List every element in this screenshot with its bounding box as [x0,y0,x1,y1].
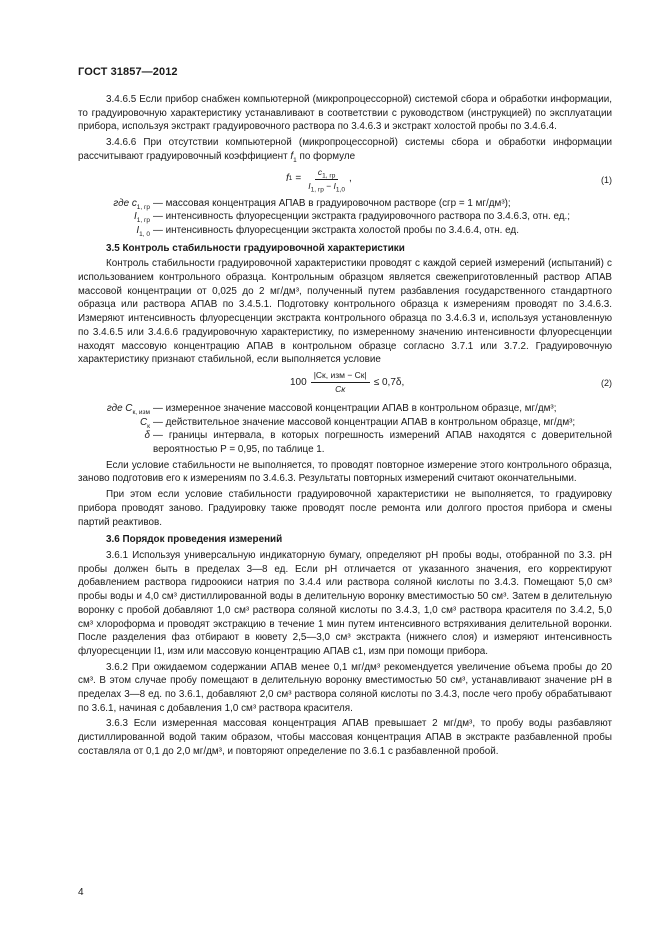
paragraph-3-4-6-6-text: 3.4.6.6 При отсутствии компьютерной (микропроцессорной) системы сбора и обработки информации рассчитывают градуировочный коэффициент [78,137,612,162]
where-1-sym-text: где c [113,197,137,209]
where-1-sym-sub: 1, гр [136,203,150,211]
formula-1-lhs: f [286,173,289,185]
coef-subscript: 1 [293,156,297,164]
formula-2-prefix: 100 [290,376,307,388]
where-1-text: — интенсивность флуоресценции экстракта холостой пробы по 3.4.6.4, отн. ед. [153,224,519,236]
where-1-symbol [78,197,153,211]
where-list-1 [78,197,612,238]
where-2-row [78,429,612,456]
formula-1-den-b: I [333,180,336,191]
formula-1-num-symbol: c [317,166,323,177]
where-1-sym-text: I [134,211,137,223]
paragraph-regrade: При этом если условие стабильности градуировочной характеристики не выполняется, то градуировку прибора проводят заново. Градуировку также проводят после ремонта или долгого простоя прибора и смены партий реактивов. [78,489,612,528]
where-2-sym-text: δ [144,430,150,442]
page-number: 4 [78,887,84,898]
formula-2-rhs: ≤ 0,7δ, [373,376,405,388]
where-1-row [78,224,612,238]
where-2-text: — действительное значение массовой концентрации АПАВ в контрольном образце, мг/дм³; [153,416,576,428]
section-3-5-heading: 3.5 Контроль стабильности градуировочной характеристики [106,242,405,254]
paragraph-3-5: Контроль стабильности градуировочной характеристики проводят с каждой серией измерений (испытаний) с использованием контрольного образца. Контрольным образцом является свежеприготовленный раствор АПАВ массовой концентрации от 0,025 до 2 мг/дм³, полученный путем разбавления государственного стандартного образца или раствора АПАВ по 3.4.5.1. Подготовку контрольного образца к измерениям проводят по 3.4.6.3. Измеряют интенсивность флуоресценции экстракта контрольного образца по 3.4.6.3 и, используя установленную по 3.4.6.5 или 3.4.6.6 градуировочную характеристику, по измеренному значению интенсивности флуоресценции находят массовую концентрацию АПАВ в контрольном образце согласно 3.7.1 или 3.7.2. Градуировочную характеристику признают стабильной, если выполняется условие [78,258,612,366]
where-2-text: — границы интервала, в которых погрешность измерений АПАВ находятся с доверительной вероятностью P = 0,95, по таблице 1. [153,430,612,456]
where-list-2 [78,402,612,457]
formula-2-fraction [311,370,370,395]
formula-1-fraction [308,167,345,192]
paragraph-3-4-6-6 [78,136,612,163]
paragraph-3-4-6-5: 3.4.6.5 Если прибор снабжен компьютерной (микропроцессорной) системой сбора и обработки информации, то градуировочную характеристику устанавливают в соответствии с руководством (инструкцией) по эксплуатации прибора, используя экстракт градуировочного раствора по 3.4.6.3 и экстракт холостой пробы по 3.4.6.4. [78,94,612,133]
formula-1-den-b-sub: 1,0 [335,186,345,194]
formula-1-number: (1) [601,174,612,185]
formula-1-denominator: $I_{1, гр} - I_{1,0}$ [308,180,345,194]
where-1-sym-sub: 1, гр [136,217,150,225]
standard-header: ГОСТ 31857—2012 [78,66,178,78]
where-2-sym-text: C [140,416,148,428]
where-1-sym-sub: 1, 0 [139,230,150,238]
where-1-row [78,197,612,211]
formula-1-den-a: I [308,180,311,191]
formula-2-numerator: |Cк, изм − Cк| [311,370,370,383]
formula-1-comma: , [348,173,352,185]
formula-2-expression [290,370,404,395]
document-body [78,93,612,759]
paragraph-3-6-1: 3.6.1 Используя универсальную индикаторную бумагу, определяют pH пробы воды, отобранной по 3.3. pH пробы должен быть в пределах 3—8 ед. Если pH отличается от указанного значения, его корректируют добавлением раствора гидроокиси натрия по 3.4.4 или раствора соляной кислоты по 3.4.3. Помещают 5,0 см³ пробы воды и 4,0 см³ дистиллированной воды в делительную воронку вместимостью 50 см³. Затем в делительную воронку с пробой добавляют 1,0 см³ раствора соляной кислоты по 3.4.3, 1,0 см³ раствора красителя по 3.4.2, 5,0 см³ хлороформа и проводят экстракцию в течение 1 мин путем интенсивного встряхивания делительной воронки. После разделения фаз отбирают в кювету 2,5—3,0 см³ экстракта (нижнего слоя) и измеряют интенсивность флуоресценции I1, изм или массовую концентрацию АПАВ c1, изм при помощи прибора. [78,549,612,657]
paragraph-3-6-3: 3.6.3 Если измеренная массовая концентрация АПАВ превышает 2 мг/дм³, то пробу воды разбавляют дистиллированной водой таким образом, чтобы массовая концентрация АПАВ в экстракте разбавленной пробы составляла от 0,1 до 2,0 мг/дм³, и повторяют определение по 3.6.1 с разбавленной пробой. [78,718,612,757]
formula-1-expression: f 1 = $\frac{c_{1, гр}}{I_{1, гр} - I_{1,0}}$ , [286,166,352,194]
formula-1 [78,167,612,195]
paragraph-3-6-2: 3.6.2 При ожидаемом содержании АПАВ менее 0,1 мг/дм³ рекомендуется увеличение объема пробы до 20 см³. В этом случае пробу помещают в делительную воронку вместимостью 50 см³, устанавливают значение pH в пределах 3—8 ед. по 3.6.1, добавляют 2,0 см³ раствора соляной кислоты по 3.4.3, после чего пробу обрабатывают по 3.6.1, начиная с добавления 1,0 см³ раствора красителя. [78,661,612,714]
formula-1-equals: = [295,173,302,185]
where-1-sym-text: I [136,224,140,236]
section-3-6-heading: 3.6 Порядок проведения измерений [106,534,283,546]
where-2-sym-sub: к [147,422,150,430]
formula-1-den-a-sub: 1, гр [310,186,324,194]
where-1-row [78,210,612,224]
where-2-sym-sub: к, изм [132,408,150,416]
where-2-row [78,402,612,416]
formula-1-numerator [315,167,338,180]
where-2-row [78,416,612,430]
where-2-text: — измеренное значение массовой концентрации АПАВ в контрольном образце, мг/дм³; [153,402,557,414]
where-2-sym-text: где C [106,402,133,414]
where-1-symbol [78,210,153,224]
formula-2-number: (2) [601,377,612,388]
formula-1-num-sub: 1, гр [322,172,336,180]
formula-2 [78,370,612,400]
paragraph-unstable: Если условие стабильности не выполняется, то проводят повторное измерение этого контрольного образца, заново подготовив его к измерениям по 3.4.6.3. Результаты повторных измерений считают окончательными. [78,459,612,485]
formula-2-denominator: Cк [335,383,346,394]
where-2-symbol [78,429,153,456]
where-2-symbol [78,416,153,430]
where-1-text: — массовая концентрация АПАВ в градуировочном растворе (cгр = 1 мг/дм³); [153,197,511,209]
where-1-text: — интенсивность флуоресценции экстракта градуировочного раствора по 3.4.6.3, отн. ед.; [153,211,570,223]
coef-symbol: f [290,150,294,162]
where-1-symbol [78,224,153,238]
where-2-symbol [78,402,153,416]
paragraph-3-4-6-6-tail: по формуле [299,150,356,162]
